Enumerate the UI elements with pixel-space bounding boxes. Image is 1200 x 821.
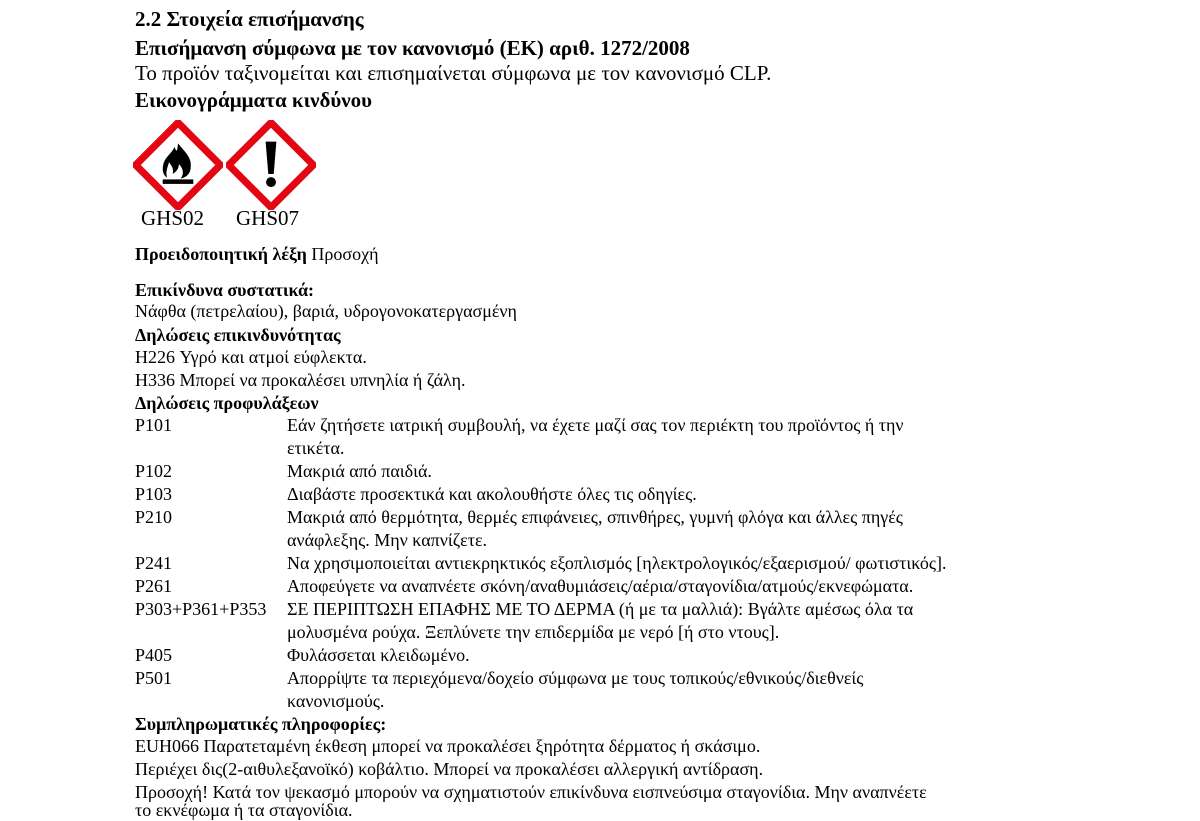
signal-word-value: Προσοχή [311, 244, 379, 264]
section-title: 2.2 Στοιχεία επισήμανσης [135, 7, 364, 31]
precautionary-code: P241 [135, 553, 173, 573]
pictograms-heading: Εικονογράμματα κινδύνου [135, 88, 373, 112]
precautionary-text: ανάφλεξης. Μην καπνίζετε. [287, 530, 488, 550]
precautionary-code: P303+P361+P353 [135, 599, 267, 619]
precautionary-statements-heading: Δηλώσεις προφυλάξεων [135, 393, 319, 413]
precautionary-code: P102 [135, 461, 173, 481]
hazardous-components-text: Νάφθα (πετρελαίου), βαριά, υδρογονοκατεργασμένη [135, 301, 517, 321]
precautionary-code: P210 [135, 507, 173, 527]
supplementary-line: EUH066 Παρατεταμένη έκθεση μπορεί να προκαλέσει ξηρότητα δέρματος ή σκάσιμο. [135, 736, 761, 756]
pictogram-code-ghs07: GHS07 [236, 206, 300, 230]
precautionary-code: P405 [135, 645, 173, 665]
precautionary-code: P101 [135, 415, 173, 435]
flame-icon [133, 120, 223, 210]
hazard-statement: H226 Υγρό και ατμοί εύφλεκτα. [135, 347, 367, 367]
precautionary-text: μολυσμένα ρούχα. Ξεπλύνετε την επιδερμίδα με νερό [ή στο ντους]. [287, 622, 780, 642]
hazard-statement: H336 Μπορεί να προκαλέσει υπνηλία ή ζάλη. [135, 370, 466, 390]
precautionary-text: Μακριά από παιδιά. [287, 461, 432, 481]
precautionary-text: κανονισμούς. [287, 691, 385, 711]
clp-statement: Το προϊόν ταξινομείται και επισημαίνεται σύμφωνα με τον κανονισμό CLP. [135, 61, 772, 85]
precautionary-code: P103 [135, 484, 173, 504]
supplementary-heading: Συμπληρωματικές πληροφορίες: [135, 714, 387, 734]
precautionary-text: Διαβάστε προσεκτικά και ακολουθήστε όλες τις οδηγίες. [287, 484, 697, 504]
precautionary-text: Απορρίψτε τα περιεχόμενα/δοχείο σύμφωνα με τους τοπικούς/εθνικούς/διεθνείς [287, 668, 864, 688]
supplementary-line: Περιέχει δις(2-αιθυλεξανοϊκό) κοβάλτιο. Μπορεί να προκαλέσει αλλεργική αντίδραση. [135, 759, 764, 779]
pictogram-code-ghs02: GHS02 [141, 206, 205, 230]
supplementary-line: το εκνέφωμα ή τα σταγονίδια. [135, 800, 353, 820]
precautionary-text: Να χρησιμοποιείται αντιεκρηκτικός εξοπλισμός [ηλεκτρολογικός/εξαερισμού/ φωτιστικός]. [287, 553, 947, 573]
precautionary-text: ΣΕ ΠΕΡΙΠΤΩΣΗ ΕΠΑΦΗΣ ΜΕ ΤΟ ΔΕΡΜΑ (ή με τα μαλλιά): Βγάλτε αμέσως όλα τα [287, 599, 914, 619]
exclamation-icon [226, 120, 316, 210]
precautionary-text: Αποφεύγετε να αναπνέετε σκόνη/αναθυμιάσεις/αέρια/σταγονίδια/ατμούς/εκνεφώματα. [287, 576, 914, 596]
labelling-heading: Επισήμανση σύμφωνα με τον κανονισμό (ΕΚ) αριθ. 1272/2008 [135, 36, 690, 60]
precautionary-text: Μακριά από θερμότητα, θερμές επιφάνειες, σπινθήρες, γυμνή φλόγα και άλλες πηγές [287, 507, 903, 527]
precautionary-text: Φυλάσσεται κλειδωμένο. [287, 645, 470, 665]
precautionary-code: P501 [135, 668, 173, 688]
signal-word-label: Προειδοποιητική λέξη [135, 244, 307, 264]
signal-word-row [135, 244, 378, 265]
hazard-statements-heading: Δηλώσεις επικινδυνότητας [135, 325, 341, 345]
precautionary-text: Εάν ζητήσετε ιατρική συμβουλή, να έχετε μαζί σας τον περιέκτη του προϊόντος ή την [287, 415, 904, 435]
supplementary-line: Προσοχή! Κατά τον ψεκασμό μπορούν να σχηματιστούν επικίνδυνα εισπνεύσιμα σταγονίδια. Μην αναπνέετε [135, 782, 927, 802]
precautionary-text: ετικέτα. [287, 438, 345, 458]
precautionary-code: P261 [135, 576, 173, 596]
hazardous-components-heading: Επικίνδυνα συστατικά: [135, 280, 314, 300]
